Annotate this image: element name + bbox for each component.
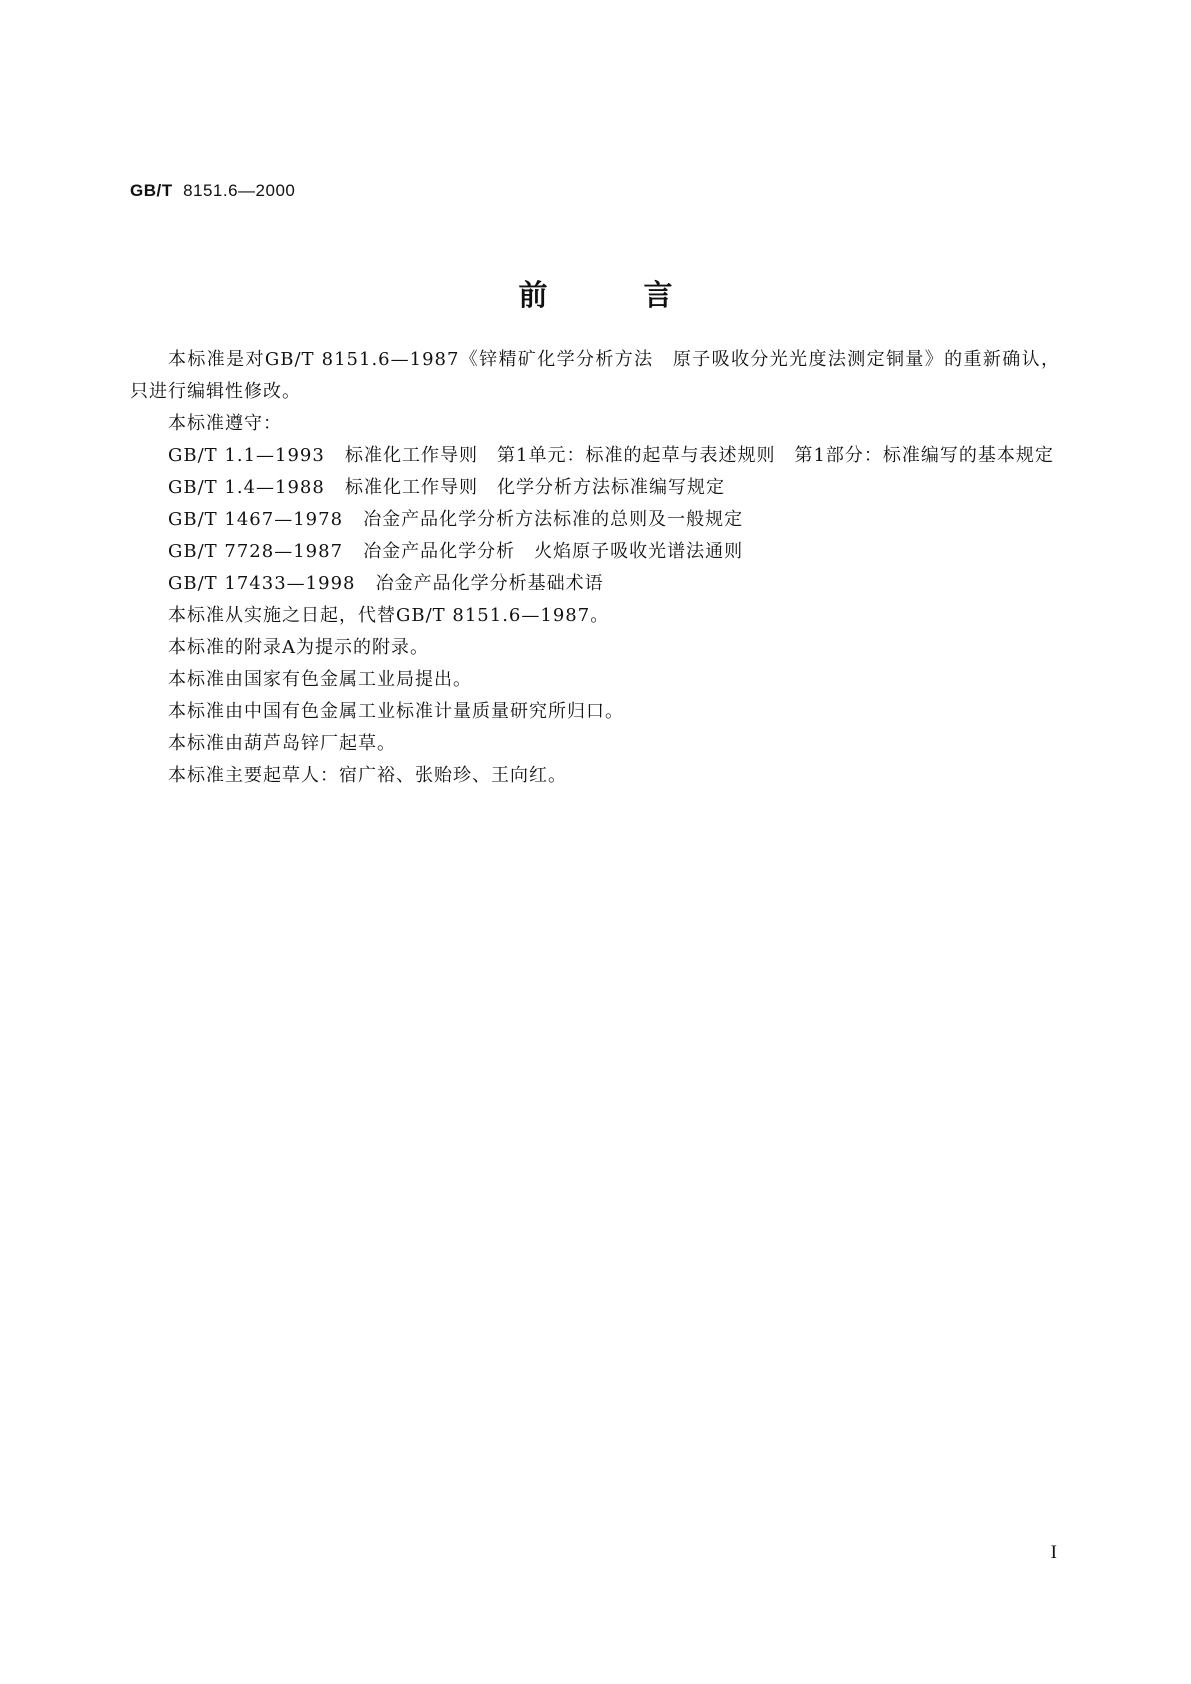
page-title: 前言 xyxy=(518,278,769,312)
standard-code-prefix: GB/T xyxy=(130,181,173,200)
reference-code: GB/T 7728—1987 xyxy=(168,541,344,562)
complies-paragraph: 本标准遵守： xyxy=(168,413,282,434)
reference-item xyxy=(168,472,1060,504)
drafters-paragraph: 本标准主要起草人：宿广裕、张贻珍、王向红。 xyxy=(168,765,567,786)
reference-item xyxy=(168,440,1060,472)
reference-name: 冶金产品化学分析基础术语 xyxy=(375,573,604,594)
drafter-org-paragraph: 本标准由葫芦岛锌厂起草。 xyxy=(168,733,396,754)
reference-name: 标准化工作导则 化学分析方法标准编写规定 xyxy=(345,477,726,498)
reference-code: GB/T 1467—1978 xyxy=(168,509,344,530)
reference-code: GB/T 17433—1998 xyxy=(168,573,356,594)
administrator-paragraph: 本标准由中国有色金属工业标准计量质量研究所归口。 xyxy=(168,701,624,722)
reference-item xyxy=(168,536,1060,568)
reference-code: GB/T 1.4—1988 xyxy=(168,477,325,498)
reference-item xyxy=(168,504,1060,536)
replacement-paragraph: 本标准从实施之日起，代替GB/T 8151.6—1987。 xyxy=(168,605,610,626)
reference-item xyxy=(168,568,1060,600)
reference-name: 标准化工作导则 第1单元：标准的起草与表述规则 第1部分：标准编写的基本规定 xyxy=(345,445,1054,466)
intro-paragraph: 本标准是对GB/T 8151.6—1987《锌精矿化学分析方法 原子吸收分光光度法测定铜量》的重新确认，只进行编辑性修改。 xyxy=(130,349,1060,402)
page-number: I xyxy=(1050,1542,1057,1563)
foreword-body xyxy=(130,344,1060,792)
standard-code-number: 8151.6—2000 xyxy=(183,181,296,200)
reference-name: 冶金产品化学分析方法标准的总则及一般规定 xyxy=(363,509,744,530)
standard-code-header xyxy=(130,181,295,201)
reference-name: 冶金产品化学分析 火焰原子吸收光谱法通则 xyxy=(363,541,744,562)
proposer-paragraph: 本标准由国家有色金属工业局提出。 xyxy=(168,669,472,690)
reference-code: GB/T 1.1—1993 xyxy=(168,445,325,466)
appendix-paragraph: 本标准的附录A为提示的附录。 xyxy=(168,637,429,658)
